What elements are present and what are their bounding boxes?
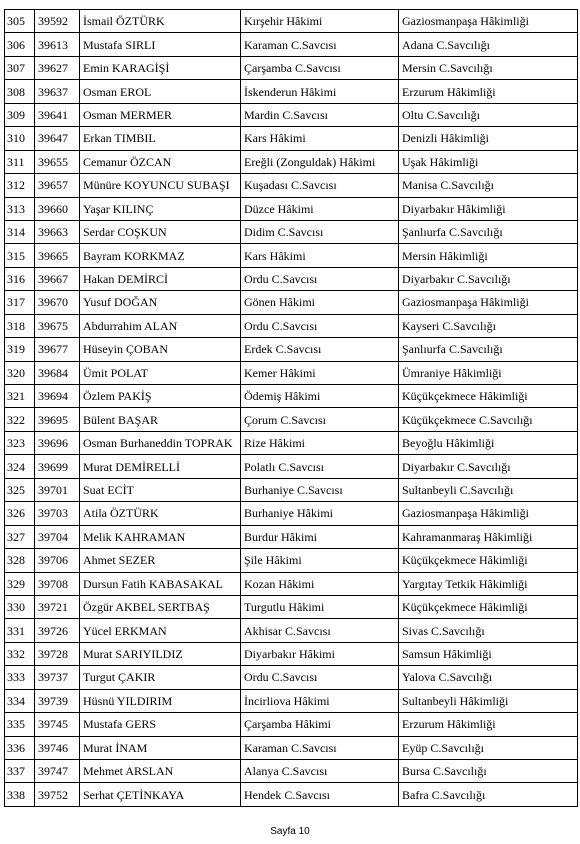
row-number-cell: 316 bbox=[5, 267, 35, 290]
registry-number-cell: 39684 bbox=[35, 361, 80, 384]
registry-number-cell: 39728 bbox=[35, 642, 80, 665]
current-post-cell: Didim C.Savcısı bbox=[241, 220, 399, 243]
row-number-cell: 319 bbox=[5, 338, 35, 361]
table-row bbox=[5, 549, 578, 572]
row-number-cell: 334 bbox=[5, 689, 35, 712]
current-post-cell: Gönen Hâkimi bbox=[241, 291, 399, 314]
registry-number-cell: 39655 bbox=[35, 150, 80, 173]
current-post-cell: Hendek C.Savcısı bbox=[241, 783, 399, 806]
row-number-cell: 327 bbox=[5, 525, 35, 548]
name-cell: Osman MERMER bbox=[80, 103, 241, 126]
registry-number-cell: 39637 bbox=[35, 80, 80, 103]
row-number-cell: 306 bbox=[5, 33, 35, 56]
new-post-cell: Mersin C.Savcılığı bbox=[399, 56, 578, 79]
registry-number-cell: 39739 bbox=[35, 689, 80, 712]
row-number-cell: 307 bbox=[5, 56, 35, 79]
row-number-cell: 310 bbox=[5, 127, 35, 150]
name-cell: Hakan DEMİRCİ bbox=[80, 267, 241, 290]
row-number-cell: 309 bbox=[5, 103, 35, 126]
row-number-cell: 328 bbox=[5, 549, 35, 572]
current-post-cell: Turgutlu Hâkimi bbox=[241, 595, 399, 618]
name-cell: Özgür AKBEL SERTBAŞ bbox=[80, 595, 241, 618]
current-post-cell: Burhaniye Hâkimi bbox=[241, 502, 399, 525]
row-number-cell: 336 bbox=[5, 736, 35, 759]
registry-number-cell: 39675 bbox=[35, 314, 80, 337]
row-number-cell: 332 bbox=[5, 642, 35, 665]
new-post-cell: Gaziosmanpaşa Hâkimliği bbox=[399, 10, 578, 33]
current-post-cell: Çarşamba Hâkimi bbox=[241, 713, 399, 736]
registry-number-cell: 39695 bbox=[35, 408, 80, 431]
table-row bbox=[5, 713, 578, 736]
new-post-cell: Şanlıurfa C.Savcılığı bbox=[399, 338, 578, 361]
current-post-cell: Alanya C.Savcısı bbox=[241, 760, 399, 783]
name-cell: Turgut ÇAKIR bbox=[80, 666, 241, 689]
new-post-cell: Sultanbeyli C.Savcılığı bbox=[399, 478, 578, 501]
name-cell: Cemanur ÖZCAN bbox=[80, 150, 241, 173]
table-row bbox=[5, 619, 578, 642]
current-post-cell: Ordu C.Savcısı bbox=[241, 267, 399, 290]
table-row bbox=[5, 760, 578, 783]
registry-number-cell: 39752 bbox=[35, 783, 80, 806]
row-number-cell: 311 bbox=[5, 150, 35, 173]
new-post-cell: Sivas C.Savcılığı bbox=[399, 619, 578, 642]
row-number-cell: 329 bbox=[5, 572, 35, 595]
registry-number-cell: 39660 bbox=[35, 197, 80, 220]
row-number-cell: 320 bbox=[5, 361, 35, 384]
new-post-cell: Bafra C.Savcılığı bbox=[399, 783, 578, 806]
registry-number-cell: 39745 bbox=[35, 713, 80, 736]
name-cell: Ahmet SEZER bbox=[80, 549, 241, 572]
row-number-cell: 333 bbox=[5, 666, 35, 689]
table-row bbox=[5, 455, 578, 478]
table-row bbox=[5, 338, 578, 361]
name-cell: Serdar COŞKUN bbox=[80, 220, 241, 243]
new-post-cell: Gaziosmanpaşa Hâkimliği bbox=[399, 502, 578, 525]
current-post-cell: İskenderun Hâkimi bbox=[241, 80, 399, 103]
table-row bbox=[5, 361, 578, 384]
registry-number-cell: 39721 bbox=[35, 595, 80, 618]
current-post-cell: İncirliova Hâkimi bbox=[241, 689, 399, 712]
table-row bbox=[5, 103, 578, 126]
table-row bbox=[5, 33, 578, 56]
current-post-cell: Ereğli (Zonguldak) Hâkimi bbox=[241, 150, 399, 173]
current-post-cell: Kozan Hâkimi bbox=[241, 572, 399, 595]
table-row bbox=[5, 244, 578, 267]
name-cell: Yaşar KILINÇ bbox=[80, 197, 241, 220]
name-cell: Özlem PAKİŞ bbox=[80, 385, 241, 408]
current-post-cell: Kars Hâkimi bbox=[241, 127, 399, 150]
new-post-cell: Ümraniye Hâkimliği bbox=[399, 361, 578, 384]
row-number-cell: 318 bbox=[5, 314, 35, 337]
name-cell: Murat SARIYILDIZ bbox=[80, 642, 241, 665]
current-post-cell: Şile Hâkimi bbox=[241, 549, 399, 572]
registry-number-cell: 39706 bbox=[35, 549, 80, 572]
name-cell: Dursun Fatih KABASAKAL bbox=[80, 572, 241, 595]
row-number-cell: 326 bbox=[5, 502, 35, 525]
new-post-cell: Küçükçekmece Hâkimliği bbox=[399, 549, 578, 572]
table-row bbox=[5, 689, 578, 712]
new-post-cell: Diyarbakır C.Savcılığı bbox=[399, 267, 578, 290]
name-cell: Osman EROL bbox=[80, 80, 241, 103]
name-cell: Atila ÖZTÜRK bbox=[80, 502, 241, 525]
table-row bbox=[5, 408, 578, 431]
new-post-cell: Kahramanmaraş Hâkimliği bbox=[399, 525, 578, 548]
name-cell: Suat ECİT bbox=[80, 478, 241, 501]
appointment-table bbox=[4, 9, 578, 807]
row-number-cell: 335 bbox=[5, 713, 35, 736]
row-number-cell: 314 bbox=[5, 220, 35, 243]
new-post-cell: Uşak Hâkimliği bbox=[399, 150, 578, 173]
page-number: Sayfa 10 bbox=[270, 826, 310, 837]
name-cell: Münüre KOYUNCU SUBAŞI bbox=[80, 174, 241, 197]
registry-number-cell: 39737 bbox=[35, 666, 80, 689]
registry-number-cell: 39677 bbox=[35, 338, 80, 361]
name-cell: Emin KARAGİŞİ bbox=[80, 56, 241, 79]
row-number-cell: 325 bbox=[5, 478, 35, 501]
current-post-cell: Ödemiş Hâkimi bbox=[241, 385, 399, 408]
current-post-cell: Çarşamba C.Savcısı bbox=[241, 56, 399, 79]
new-post-cell: Gaziosmanpaşa Hâkimliği bbox=[399, 291, 578, 314]
table-row bbox=[5, 314, 578, 337]
table-row bbox=[5, 127, 578, 150]
registry-number-cell: 39699 bbox=[35, 455, 80, 478]
new-post-cell: Manisa C.Savcılığı bbox=[399, 174, 578, 197]
table-row bbox=[5, 56, 578, 79]
registry-number-cell: 39708 bbox=[35, 572, 80, 595]
new-post-cell: Küçükçekmece C.Savcılığı bbox=[399, 408, 578, 431]
current-post-cell: Ordu C.Savcısı bbox=[241, 666, 399, 689]
current-post-cell: Burdur Hâkimi bbox=[241, 525, 399, 548]
new-post-cell: Erzurum Hâkimliği bbox=[399, 80, 578, 103]
name-cell: Abdurrahim ALAN bbox=[80, 314, 241, 337]
registry-number-cell: 39670 bbox=[35, 291, 80, 314]
name-cell: Osman Burhaneddin TOPRAK bbox=[80, 431, 241, 454]
registry-number-cell: 39613 bbox=[35, 33, 80, 56]
current-post-cell: Karaman C.Savcısı bbox=[241, 736, 399, 759]
registry-number-cell: 39667 bbox=[35, 267, 80, 290]
row-number-cell: 317 bbox=[5, 291, 35, 314]
new-post-cell: Küçükçekmece Hâkimliği bbox=[399, 595, 578, 618]
registry-number-cell: 39657 bbox=[35, 174, 80, 197]
name-cell: İsmail ÖZTÜRK bbox=[80, 10, 241, 33]
table-row bbox=[5, 431, 578, 454]
current-post-cell: Kemer Hâkimi bbox=[241, 361, 399, 384]
table-row bbox=[5, 525, 578, 548]
name-cell: Hüsnü YILDIRIM bbox=[80, 689, 241, 712]
new-post-cell: Erzurum Hâkimliği bbox=[399, 713, 578, 736]
new-post-cell: Oltu C.Savcılığı bbox=[399, 103, 578, 126]
registry-number-cell: 39694 bbox=[35, 385, 80, 408]
table-row bbox=[5, 572, 578, 595]
current-post-cell: Kars Hâkimi bbox=[241, 244, 399, 267]
table-row bbox=[5, 291, 578, 314]
name-cell: Serhat ÇETİNKAYA bbox=[80, 783, 241, 806]
table-row bbox=[5, 595, 578, 618]
table-row bbox=[5, 666, 578, 689]
new-post-cell: Bursa C.Savcılığı bbox=[399, 760, 578, 783]
current-post-cell: Burhaniye C.Savcısı bbox=[241, 478, 399, 501]
row-number-cell: 338 bbox=[5, 783, 35, 806]
name-cell: Mustafa GERS bbox=[80, 713, 241, 736]
name-cell: Ümit POLAT bbox=[80, 361, 241, 384]
new-post-cell: Beyoğlu Hâkimliği bbox=[399, 431, 578, 454]
registry-number-cell: 39704 bbox=[35, 525, 80, 548]
new-post-cell: Sultanbeyli Hâkimliği bbox=[399, 689, 578, 712]
current-post-cell: Kuşadası C.Savcısı bbox=[241, 174, 399, 197]
current-post-cell: Çorum C.Savcısı bbox=[241, 408, 399, 431]
row-number-cell: 313 bbox=[5, 197, 35, 220]
new-post-cell: Yalova C.Savcılığı bbox=[399, 666, 578, 689]
table-row bbox=[5, 220, 578, 243]
row-number-cell: 312 bbox=[5, 174, 35, 197]
row-number-cell: 337 bbox=[5, 760, 35, 783]
registry-number-cell: 39703 bbox=[35, 502, 80, 525]
current-post-cell: Akhisar C.Savcısı bbox=[241, 619, 399, 642]
name-cell: Yusuf DOĞAN bbox=[80, 291, 241, 314]
new-post-cell: Kayseri C.Savcılığı bbox=[399, 314, 578, 337]
name-cell: Murat DEMİRELLİ bbox=[80, 455, 241, 478]
row-number-cell: 324 bbox=[5, 455, 35, 478]
row-number-cell: 323 bbox=[5, 431, 35, 454]
name-cell: Bayram KORKMAZ bbox=[80, 244, 241, 267]
new-post-cell: Mersin Hâkimliği bbox=[399, 244, 578, 267]
table-row bbox=[5, 502, 578, 525]
registry-number-cell: 39665 bbox=[35, 244, 80, 267]
new-post-cell: Denizli Hâkimliği bbox=[399, 127, 578, 150]
table-body bbox=[5, 10, 578, 807]
registry-number-cell: 39641 bbox=[35, 103, 80, 126]
new-post-cell: Diyarbakır Hâkimliği bbox=[399, 197, 578, 220]
new-post-cell: Küçükçekmece Hâkimliği bbox=[399, 385, 578, 408]
registry-number-cell: 39663 bbox=[35, 220, 80, 243]
registry-number-cell: 39696 bbox=[35, 431, 80, 454]
name-cell: Melik KAHRAMAN bbox=[80, 525, 241, 548]
new-post-cell: Adana C.Savcılığı bbox=[399, 33, 578, 56]
name-cell: Mehmet ARSLAN bbox=[80, 760, 241, 783]
current-post-cell: Diyarbakır Hâkimi bbox=[241, 642, 399, 665]
table-row bbox=[5, 736, 578, 759]
table-row bbox=[5, 80, 578, 103]
table-row bbox=[5, 174, 578, 197]
new-post-cell: Samsun Hâkimliği bbox=[399, 642, 578, 665]
registry-number-cell: 39647 bbox=[35, 127, 80, 150]
registry-number-cell: 39747 bbox=[35, 760, 80, 783]
table-row bbox=[5, 385, 578, 408]
new-post-cell: Şanlıurfa C.Savcılığı bbox=[399, 220, 578, 243]
row-number-cell: 305 bbox=[5, 10, 35, 33]
registry-number-cell: 39627 bbox=[35, 56, 80, 79]
new-post-cell: Diyarbakır C.Savcılığı bbox=[399, 455, 578, 478]
row-number-cell: 331 bbox=[5, 619, 35, 642]
new-post-cell: Yargıtay Tetkik Hâkimliği bbox=[399, 572, 578, 595]
table-row bbox=[5, 150, 578, 173]
current-post-cell: Karaman C.Savcısı bbox=[241, 33, 399, 56]
name-cell: Erkan TIMBIL bbox=[80, 127, 241, 150]
current-post-cell: Mardin C.Savcısı bbox=[241, 103, 399, 126]
name-cell: Bülent BAŞAR bbox=[80, 408, 241, 431]
registry-number-cell: 39746 bbox=[35, 736, 80, 759]
row-number-cell: 315 bbox=[5, 244, 35, 267]
table-row bbox=[5, 783, 578, 806]
row-number-cell: 330 bbox=[5, 595, 35, 618]
registry-number-cell: 39726 bbox=[35, 619, 80, 642]
new-post-cell: Eyüp C.Savcılığı bbox=[399, 736, 578, 759]
name-cell: Mustafa SIRLI bbox=[80, 33, 241, 56]
row-number-cell: 322 bbox=[5, 408, 35, 431]
registry-number-cell: 39592 bbox=[35, 10, 80, 33]
name-cell: Hüseyin ÇOBAN bbox=[80, 338, 241, 361]
current-post-cell: Ordu C.Savcısı bbox=[241, 314, 399, 337]
current-post-cell: Kırşehir Hâkimi bbox=[241, 10, 399, 33]
current-post-cell: Düzce Hâkimi bbox=[241, 197, 399, 220]
registry-number-cell: 39701 bbox=[35, 478, 80, 501]
current-post-cell: Erdek C.Savcısı bbox=[241, 338, 399, 361]
table-row bbox=[5, 642, 578, 665]
current-post-cell: Polatlı C.Savcısı bbox=[241, 455, 399, 478]
table-row bbox=[5, 267, 578, 290]
row-number-cell: 308 bbox=[5, 80, 35, 103]
table-row bbox=[5, 10, 578, 33]
name-cell: Murat İNAM bbox=[80, 736, 241, 759]
table-row bbox=[5, 197, 578, 220]
name-cell: Yücel ERKMAN bbox=[80, 619, 241, 642]
table-row bbox=[5, 478, 578, 501]
current-post-cell: Rize Hâkimi bbox=[241, 431, 399, 454]
row-number-cell: 321 bbox=[5, 385, 35, 408]
